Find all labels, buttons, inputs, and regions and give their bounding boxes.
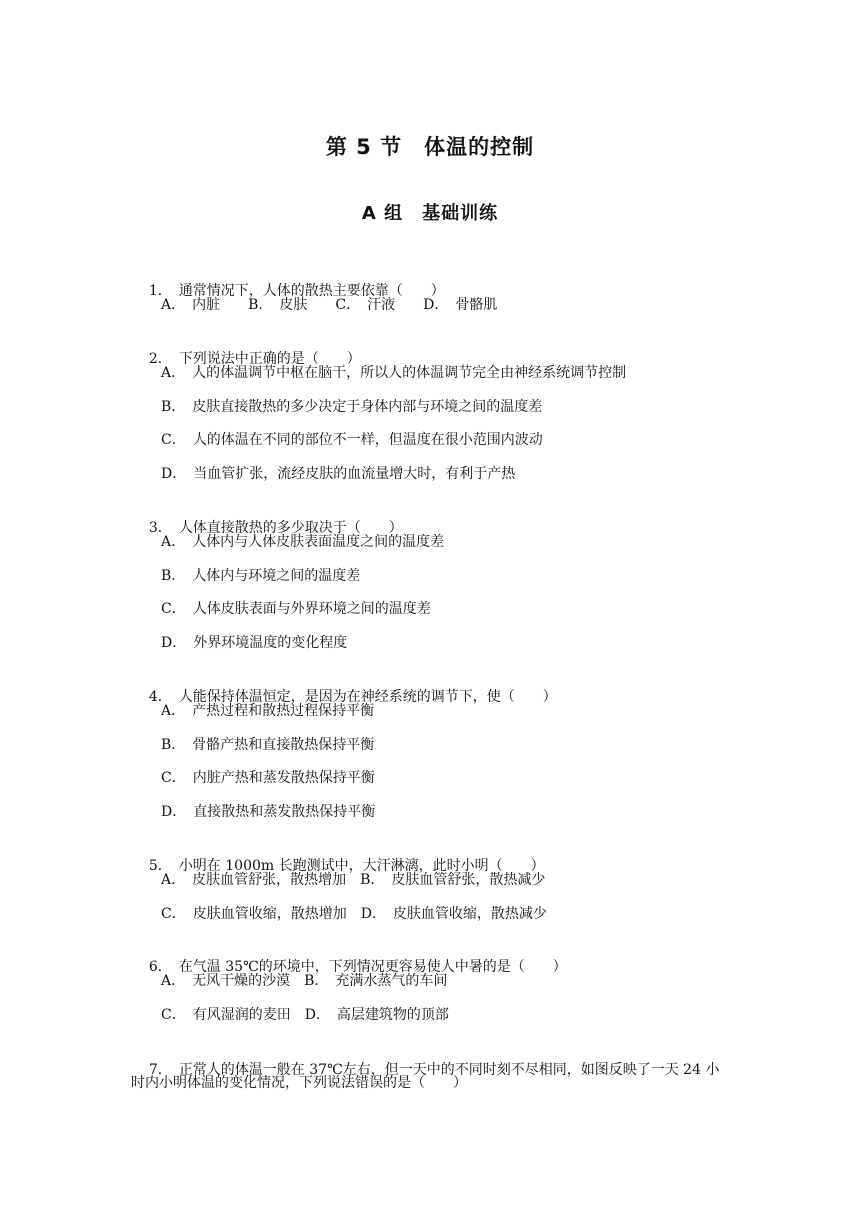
option-d: D． 当血管扩张，流经皮肤的血流量增大时，有利于产热 (161, 466, 516, 482)
options-ab: A． 无风干燥的沙漠 B． 充满水蒸气的车间 (161, 973, 448, 989)
option-a: A． 产热过程和散热过程保持平衡 (161, 703, 375, 719)
question-number: 4． (148, 689, 172, 705)
question-number: 1． (148, 283, 172, 299)
question-number: 2． (148, 351, 172, 367)
question-stem: 人能保持体温恒定，是因为在神经系统的调节下，使（ ） (178, 689, 557, 705)
question-number: 7． (148, 1062, 172, 1078)
option-b: B． 人体内与环境之间的温度差 (161, 568, 361, 584)
option-c: C． 人体皮肤表面与外界环境之间的温度差 (161, 601, 431, 617)
options-ab: A． 皮肤血管舒张，散热增加 B． 皮肤血管舒张，散热减少 (161, 872, 546, 888)
options-cd: C． 有风湿润的麦田 D． 高层建筑物的顶部 (161, 1007, 449, 1023)
page-title: 第 5 节 体温的控制 (325, 135, 535, 159)
question-number: 3． (148, 520, 172, 536)
question-1-options: A． 内脏 B． 皮肤 C． 汗液 D． 骨骼肌 (161, 297, 498, 313)
option-d: D． 直接散热和蒸发散热保持平衡 (161, 804, 376, 820)
question-stem: 正常人的体温一般在 37℃左右，但一天中的不同时刻不尽相同，如图反映了一天 24 小 (178, 1062, 720, 1078)
question-stem: 下列说法中正确的是（ ） (178, 351, 361, 367)
question-stem: 通常情况下，人体的散热主要依靠（ ） (178, 283, 445, 299)
option-c: C． 内脏产热和蒸发散热保持平衡 (161, 770, 375, 786)
question-7-continuation: 时内小明体温的变化情况，下列说法错误的是（ ） (131, 1075, 467, 1091)
option-d: D． 外界环境温度的变化程度 (161, 635, 348, 651)
question-number: 5． (148, 858, 172, 874)
question-stem: 小明在 1000m 长跑测试中，大汗淋漓，此时小明（ ） (178, 858, 545, 874)
option-b: B． 皮肤直接散热的多少决定于身体内部与环境之间的温度差 (161, 399, 543, 415)
option-a: A． 人的体温调节中枢在脑干，所以人的体温调节完全由神经系统调节控制 (161, 365, 627, 381)
options-cd: C． 皮肤血管收缩，散热增加 D． 皮肤血管收缩，散热减少 (161, 906, 547, 922)
question-number: 6． (148, 959, 172, 975)
option-a: A． 人体内与人体皮肤表面温度之间的温度差 (161, 534, 445, 550)
option-c: C． 人的体温在不同的部位不一样，但温度在很小范围内波动 (161, 432, 543, 448)
option-b: B． 骨骼产热和直接散热保持平衡 (161, 737, 375, 753)
question-stem: 在气温 35℃的环境中，下列情况更容易使人中暑的是（ ） (178, 959, 567, 975)
section-subtitle: A 组 基础训练 (361, 203, 499, 224)
question-stem: 人体直接散热的多少取决于（ ） (178, 520, 403, 536)
